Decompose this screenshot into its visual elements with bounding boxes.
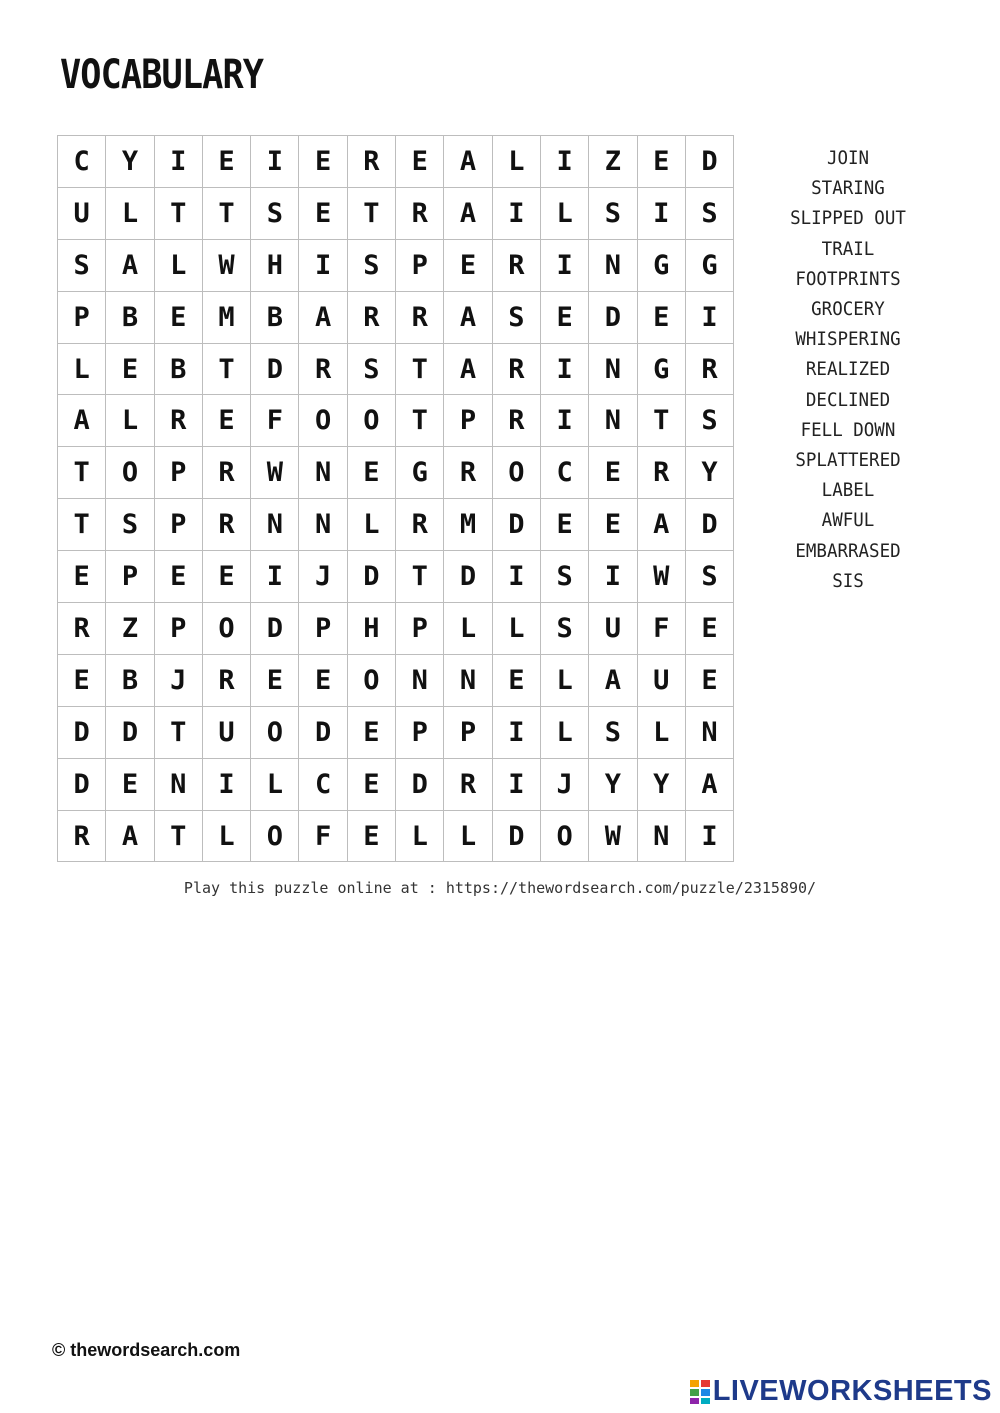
grid-cell: E — [493, 655, 541, 707]
grid-cell: Z — [589, 136, 637, 188]
grid-cell: A — [444, 344, 492, 396]
grid-cell: A — [106, 240, 154, 292]
grid-cell: G — [396, 447, 444, 499]
grid-cell: S — [686, 395, 734, 447]
grid-cell: A — [589, 655, 637, 707]
grid-cell: N — [299, 499, 347, 551]
grid-cell: P — [396, 240, 444, 292]
grid-cell: E — [299, 188, 347, 240]
grid-cell: L — [348, 499, 396, 551]
grid-cell: I — [686, 292, 734, 344]
grid-cell: O — [541, 811, 589, 863]
grid-cell: T — [638, 395, 686, 447]
grid-cell: P — [396, 603, 444, 655]
grid-cell: E — [203, 136, 251, 188]
grid-cell: U — [203, 707, 251, 759]
grid-cell: I — [493, 707, 541, 759]
grid-cell: B — [106, 655, 154, 707]
grid-cell: E — [396, 136, 444, 188]
grid-cell: T — [203, 188, 251, 240]
grid-cell: I — [541, 395, 589, 447]
grid-cell: R — [493, 344, 541, 396]
grid-cell: W — [251, 447, 299, 499]
grid-cell: E — [348, 447, 396, 499]
grid-cell: E — [299, 136, 347, 188]
grid-cell: N — [155, 759, 203, 811]
grid-cell: E — [638, 292, 686, 344]
grid-cell: P — [155, 499, 203, 551]
grid-cell: P — [299, 603, 347, 655]
grid-cell: E — [155, 292, 203, 344]
grid-cell: I — [299, 240, 347, 292]
grid-cell: E — [348, 759, 396, 811]
word-list-item: WHISPERING — [795, 328, 901, 351]
grid-cell: P — [444, 395, 492, 447]
grid-cell: I — [493, 759, 541, 811]
grid-cell: E — [251, 655, 299, 707]
grid-cell: A — [638, 499, 686, 551]
grid-cell: R — [155, 395, 203, 447]
grid-cell: N — [589, 344, 637, 396]
grid-cell: U — [589, 603, 637, 655]
grid-cell: S — [686, 188, 734, 240]
grid-cell: S — [58, 240, 106, 292]
word-list-item: DECLINED — [805, 388, 891, 411]
grid-cell: R — [348, 136, 396, 188]
grid-cell: R — [299, 344, 347, 396]
grid-cell: B — [251, 292, 299, 344]
grid-cell: L — [106, 188, 154, 240]
grid-cell: Y — [686, 447, 734, 499]
grid-cell: D — [251, 603, 299, 655]
grid-cell: N — [589, 240, 637, 292]
grid-cell: L — [251, 759, 299, 811]
grid-cell: I — [638, 188, 686, 240]
grid-cell: R — [638, 447, 686, 499]
grid-cell: L — [493, 603, 541, 655]
grid-cell: L — [541, 188, 589, 240]
grid-cell: D — [686, 499, 734, 551]
grid-cell: O — [251, 707, 299, 759]
grid-cell: P — [106, 551, 154, 603]
grid-cell: T — [58, 499, 106, 551]
grid-cell: O — [299, 395, 347, 447]
grid-cell: R — [396, 188, 444, 240]
grid-cell: S — [493, 292, 541, 344]
grid-cell: L — [106, 395, 154, 447]
grid-cell: T — [396, 395, 444, 447]
grid-cell: M — [203, 292, 251, 344]
grid-cell: F — [251, 395, 299, 447]
grid-cell: S — [348, 344, 396, 396]
grid-cell: W — [589, 811, 637, 863]
word-list-item: SIS — [832, 569, 864, 592]
grid-cell: A — [58, 395, 106, 447]
grid-cell: E — [348, 707, 396, 759]
grid-cell: I — [589, 551, 637, 603]
grid-cell: W — [203, 240, 251, 292]
grid-cell: D — [444, 551, 492, 603]
grid-cell: E — [541, 292, 589, 344]
copyright-notice: © thewordsearch.com — [52, 1340, 241, 1360]
grid-cell: D — [493, 499, 541, 551]
grid-cell: S — [541, 603, 589, 655]
grid-cell: N — [589, 395, 637, 447]
grid-cell: C — [541, 447, 589, 499]
grid-cell: I — [493, 551, 541, 603]
grid-cell: E — [589, 499, 637, 551]
grid-cell: G — [638, 240, 686, 292]
grid-cell: I — [251, 551, 299, 603]
grid-cell: J — [299, 551, 347, 603]
online-puzzle-link[interactable]: Play this puzzle online at : https://thewordsearch.com/puzzle/2315890/ — [183, 879, 817, 897]
grid-cell: E — [155, 551, 203, 603]
word-list-item: REALIZED — [805, 358, 891, 381]
grid-cell: D — [299, 707, 347, 759]
grid-cell: R — [203, 655, 251, 707]
grid-cell: C — [299, 759, 347, 811]
grid-cell: P — [444, 707, 492, 759]
grid-cell: T — [155, 811, 203, 863]
grid-cell: D — [493, 811, 541, 863]
grid-cell: D — [58, 707, 106, 759]
grid-cell: I — [541, 240, 589, 292]
grid-cell: S — [251, 188, 299, 240]
grid-cell: D — [686, 136, 734, 188]
grid-cell: E — [541, 499, 589, 551]
grid-cell: S — [589, 707, 637, 759]
grid-cell: R — [444, 447, 492, 499]
grid-cell: A — [444, 136, 492, 188]
grid-cell: R — [686, 344, 734, 396]
grid-cell: E — [203, 395, 251, 447]
grid-cell: L — [493, 136, 541, 188]
grid-cell: Y — [638, 759, 686, 811]
grid-cell: R — [58, 811, 106, 863]
grid-cell: D — [106, 707, 154, 759]
grid-cell: S — [686, 551, 734, 603]
grid-cell: O — [348, 395, 396, 447]
grid-cell: T — [396, 551, 444, 603]
grid-cell: E — [106, 759, 154, 811]
grid-cell: F — [299, 811, 347, 863]
grid-cell: L — [541, 707, 589, 759]
grid-cell: T — [396, 344, 444, 396]
word-list-item: FELL DOWN — [800, 418, 896, 441]
grid-cell: N — [251, 499, 299, 551]
liveworksheets-logo-icon — [689, 1379, 711, 1405]
word-list — [768, 143, 928, 596]
grid-cell: M — [444, 499, 492, 551]
grid-cell: R — [58, 603, 106, 655]
grid-cell: I — [686, 811, 734, 863]
grid-cell: T — [58, 447, 106, 499]
grid-cell: N — [638, 811, 686, 863]
grid-cell: O — [251, 811, 299, 863]
grid-cell: P — [155, 447, 203, 499]
grid-cell: L — [155, 240, 203, 292]
grid-cell: I — [541, 136, 589, 188]
grid-cell: S — [348, 240, 396, 292]
grid-cell: I — [155, 136, 203, 188]
word-list-item: JOIN — [826, 147, 870, 169]
grid-cell: F — [638, 603, 686, 655]
grid-cell: R — [493, 240, 541, 292]
grid-cell: I — [541, 344, 589, 396]
grid-cell: I — [203, 759, 251, 811]
grid-cell: R — [396, 292, 444, 344]
grid-cell: L — [541, 655, 589, 707]
grid-cell: D — [348, 551, 396, 603]
grid-cell: E — [203, 551, 251, 603]
word-search-grid — [57, 135, 734, 862]
liveworksheets-logo — [689, 1375, 992, 1408]
grid-cell: R — [203, 447, 251, 499]
grid-cell: E — [444, 240, 492, 292]
word-list-item: GROCERY — [811, 298, 885, 321]
grid-cell: L — [444, 811, 492, 863]
grid-cell: E — [58, 551, 106, 603]
grid-cell: E — [348, 811, 396, 863]
word-list-item: SLIPPED OUT — [790, 207, 906, 230]
grid-cell: S — [589, 188, 637, 240]
grid-cell: R — [444, 759, 492, 811]
word-list-item: SPLATTERED — [795, 449, 901, 472]
grid-cell: E — [686, 603, 734, 655]
grid-cell: U — [638, 655, 686, 707]
grid-cell: G — [686, 240, 734, 292]
grid-cell: T — [155, 707, 203, 759]
grid-cell: J — [541, 759, 589, 811]
grid-cell: T — [203, 344, 251, 396]
grid-cell: C — [58, 136, 106, 188]
grid-cell: D — [251, 344, 299, 396]
grid-cell: E — [58, 655, 106, 707]
grid-cell: E — [106, 344, 154, 396]
grid-cell: S — [541, 551, 589, 603]
grid-cell: R — [493, 395, 541, 447]
page-title: VOCABULARY — [60, 52, 264, 98]
grid-cell: L — [444, 603, 492, 655]
grid-cell: I — [493, 188, 541, 240]
grid-cell: H — [251, 240, 299, 292]
grid-cell: T — [155, 188, 203, 240]
grid-cell: B — [155, 344, 203, 396]
word-list-item: TRAIL — [821, 237, 875, 260]
grid-cell: D — [589, 292, 637, 344]
word-list-item: AWFUL — [821, 509, 875, 532]
grid-cell: E — [638, 136, 686, 188]
grid-cell: W — [638, 551, 686, 603]
grid-cell: P — [155, 603, 203, 655]
grid-cell: T — [348, 188, 396, 240]
grid-cell: I — [251, 136, 299, 188]
word-list-item: STARING — [811, 177, 885, 200]
grid-cell: E — [299, 655, 347, 707]
grid-cell: L — [203, 811, 251, 863]
grid-cell: S — [106, 499, 154, 551]
grid-cell: R — [396, 499, 444, 551]
grid-cell: N — [396, 655, 444, 707]
grid-cell: D — [58, 759, 106, 811]
grid-cell: E — [589, 447, 637, 499]
grid-cell: P — [58, 292, 106, 344]
grid-cell: A — [106, 811, 154, 863]
grid-cell: R — [203, 499, 251, 551]
grid-cell: L — [396, 811, 444, 863]
grid-cell: N — [686, 707, 734, 759]
grid-cell: L — [58, 344, 106, 396]
grid-cell: Y — [589, 759, 637, 811]
grid-cell: H — [348, 603, 396, 655]
grid-cell: E — [686, 655, 734, 707]
word-list-item: LABEL — [821, 479, 875, 502]
grid-cell: A — [299, 292, 347, 344]
grid-cell: G — [638, 344, 686, 396]
word-list-item: EMBARRASED — [795, 539, 901, 562]
grid-cell: O — [203, 603, 251, 655]
grid-cell: A — [444, 292, 492, 344]
liveworksheets-logo-text: LIVEWORKSHEETS — [712, 1375, 992, 1407]
grid-cell: L — [638, 707, 686, 759]
grid-cell: O — [106, 447, 154, 499]
grid-cell: A — [444, 188, 492, 240]
grid-cell: D — [396, 759, 444, 811]
grid-cell: U — [58, 188, 106, 240]
grid-cell: J — [155, 655, 203, 707]
grid-cell: Z — [106, 603, 154, 655]
grid-cell: R — [348, 292, 396, 344]
grid-cell: O — [493, 447, 541, 499]
word-list-item: FOOTPRINTS — [795, 267, 901, 290]
grid-cell: A — [686, 759, 734, 811]
grid-cell: P — [396, 707, 444, 759]
grid-cell: O — [348, 655, 396, 707]
grid-cell: N — [444, 655, 492, 707]
grid-cell: N — [299, 447, 347, 499]
grid-cell: B — [106, 292, 154, 344]
grid-cell: Y — [106, 136, 154, 188]
